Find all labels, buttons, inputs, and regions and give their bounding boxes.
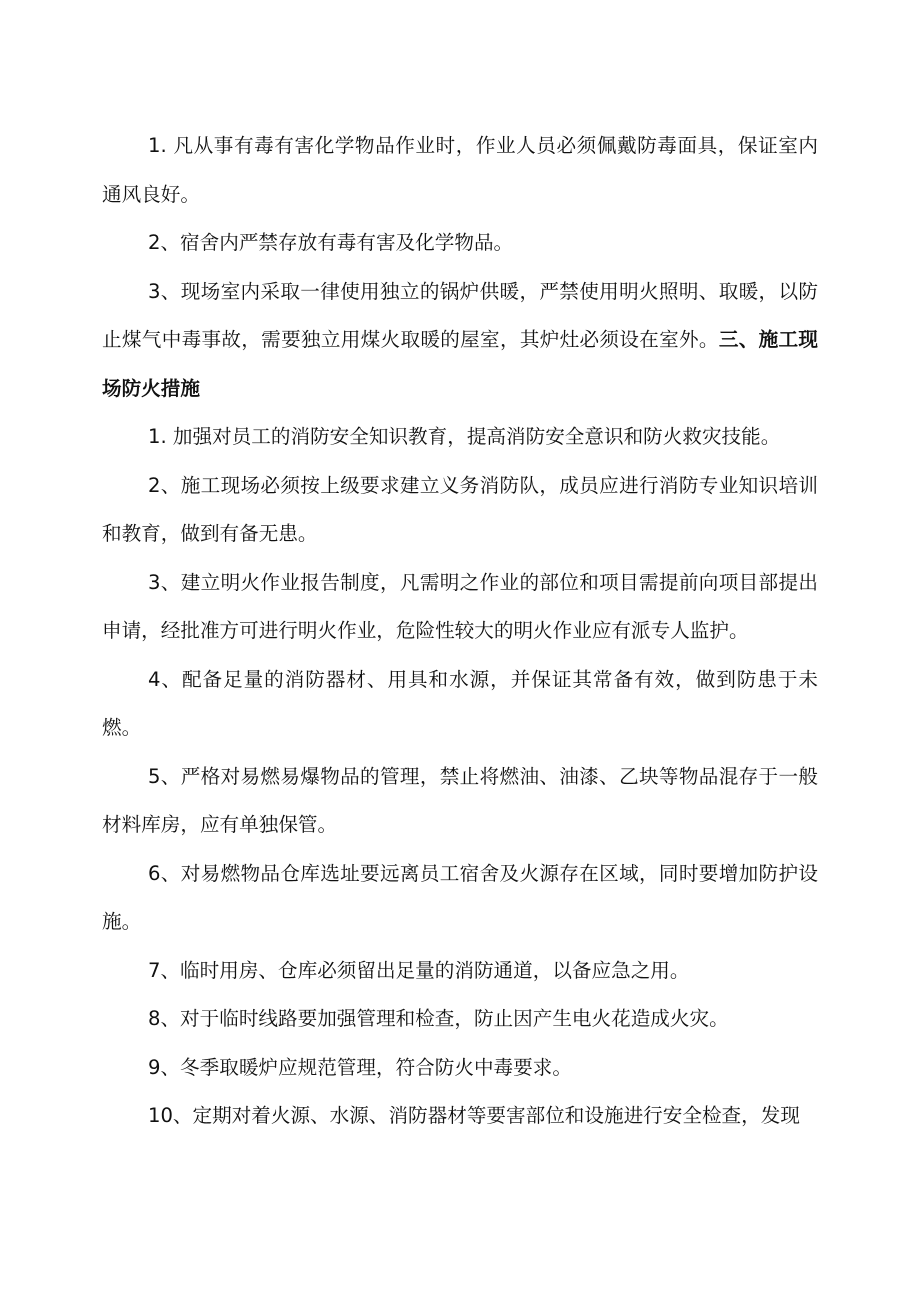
paragraph-9 (102, 850, 818, 947)
paragraph-6-text: 3、建立明火作业报告制度，凡需明之作业的部位和项目需提前向项目部提出申请，经批准方可进行明火作业，危险性较大的明火作业应有派专人监护。 (102, 570, 818, 642)
paragraph-4-text: 1. 加强对员工的消防安全知识教育，提高消防安全意识和防火救灾技能。 (148, 425, 781, 448)
paragraph-7 (102, 656, 818, 753)
paragraph-13 (102, 1092, 818, 1141)
paragraph-12-text: 9、冬季取暖炉应规范管理，符合防火中毒要求。 (148, 1055, 572, 1079)
paragraph-12 (102, 1044, 818, 1093)
paragraph-13-text: 10、定期对着火源、水源、消防器材等要害部位和设施进行安全检查，发现 (148, 1104, 800, 1127)
paragraph-1-text: 1. 凡从事有毒有害化学物品作业时，作业人员必须佩戴防毒面具，保证室内通风良好。 (102, 134, 818, 206)
paragraph-9-text: 6、对易燃物品仓库选址要远离员工宿舍及火源存在区域，同时要增加防护设施。 (102, 861, 818, 933)
paragraph-10-text: 7、临时用房、仓库必须留出足量的消防通道，以备应急之用。 (148, 958, 690, 982)
document-body (102, 122, 818, 1141)
paragraph-10 (102, 947, 818, 996)
paragraph-11-text: 8、对于临时线路要加强管理和检查，防止因产生电火花造成火灾。 (148, 1007, 729, 1030)
paragraph-4 (102, 413, 818, 462)
paragraph-1 (102, 122, 818, 219)
paragraph-2-text: 2、宿舍内严禁存放有毒有害及化学物品。 (148, 231, 514, 254)
paragraph-5 (102, 462, 818, 559)
paragraph-7-text: 4、配备足量的消防器材、用具和水源，并保证其常备有效，做到防患于未燃。 (102, 667, 818, 739)
paragraph-11 (102, 995, 818, 1044)
paragraph-2 (102, 219, 818, 268)
paragraph-5-text: 2、施工现场必须按上级要求建立义务消防队，成员应进行消防专业知识培训和教育，做到有备无患。 (102, 473, 818, 545)
section-heading-fire-prevention: 三、施工现场防火措施 (102, 328, 819, 400)
paragraph-8 (102, 753, 818, 850)
paragraph-3 (102, 268, 818, 414)
paragraph-6 (102, 559, 818, 656)
paragraph-8-text: 5、严格对易燃易爆物品的管理，禁止将燃油、油漆、乙块等物品混存于一般材料库房，应有单独保管。 (102, 764, 818, 836)
paragraph-3-text: 3、现场室内采取一律使用独立的锅炉供暖，严禁使用明火照明、取暖，以防止煤气中毒事故，需要独立用煤火取暖的屋室，其炉灶必须设在室外。 (102, 279, 818, 351)
